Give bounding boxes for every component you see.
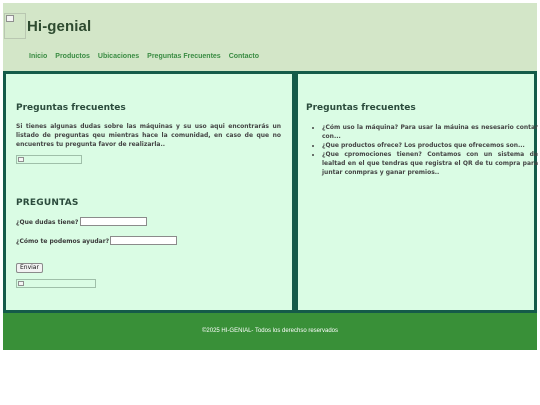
faq-left-panel [3,71,295,313]
broken-image-icon [16,155,82,164]
site-header [3,3,537,71]
image-placeholder-glyph [18,157,24,162]
broken-image-icon [16,279,96,288]
main-nav [29,53,259,60]
faq-list [307,123,538,177]
faq-item: • ¿Cóm uso la máquina? Para usar la máuina es nesesario contar con... [322,123,538,141]
left-panel-title: Preguntas frecuentes [16,103,126,113]
nav-ubicaciones[interactable]: Ubicaciones [97,53,140,60]
faq-item: • ¿Que productos ofrece? Los productos que ofrecemos son... [322,141,538,150]
left-panel-intro: Si tienes algunas dudas sobre las máquinas y su uso aqui encontrarás un listado de preguntas qeu mientras hace la comunidad, en caso de que no encuentres tu pregunta favor de realizarla.. [16,123,281,148]
broken-image-icon [4,13,26,39]
site-footer [3,313,537,350]
question-1-input[interactable] [80,217,147,226]
faq-right-panel [295,71,537,313]
questions-form-title: PREGUNTAS [16,198,79,208]
image-placeholder-glyph [6,15,14,22]
nav-productos[interactable]: Productos [55,53,90,60]
submit-button[interactable]: Enviar [16,263,43,273]
faq-item: • ¿Que cpromociones tienen? Contamos con un sistema de lealtad en el que tendras que registra el QR de tu compra para juntar conmpras y ganar premios.. [322,150,538,177]
nav-inicio[interactable]: Inicio [29,53,48,60]
right-panel-title: Preguntas frecuentes [306,103,416,113]
question-2-input[interactable] [110,236,177,245]
site-title: Hi-genial [27,18,92,35]
question-2-label: ¿Cómo te podemos ayudar? [16,238,110,245]
nav-contacto[interactable]: Contacto [228,53,260,60]
question-1-label: ¿Que dudas tiene? [16,219,79,226]
footer-copyright: ©2025 HI-GENIAL- Todos los derechso reservados [201,328,339,334]
image-placeholder-glyph [18,281,24,286]
nav-preguntas-frecuentes[interactable]: Preguntas Frecuentes [147,53,221,60]
